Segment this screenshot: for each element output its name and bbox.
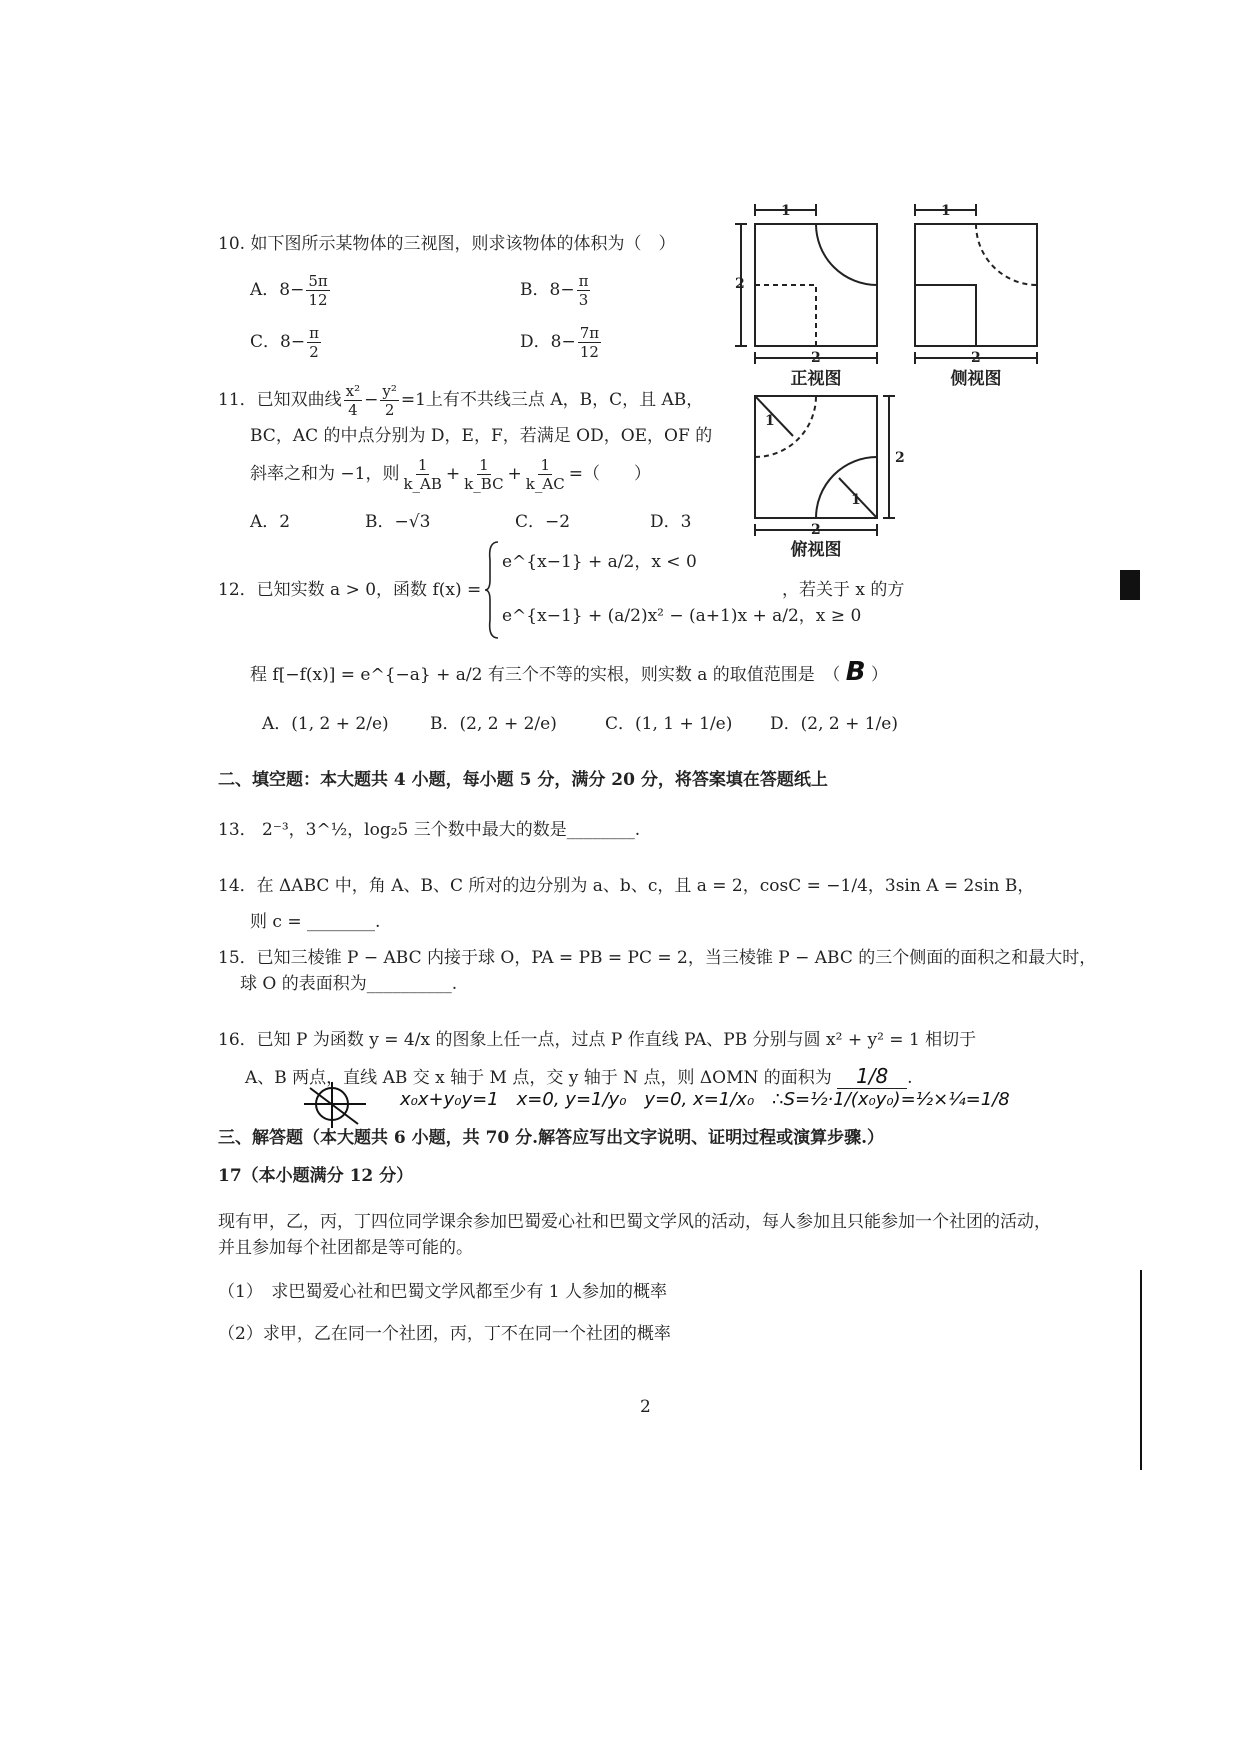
- q12-option-d: D．(2, 2 + 1/e): [770, 714, 898, 734]
- side-dim-bottom: 2: [971, 350, 981, 366]
- q12-lead: 12．已知实数 a > 0，函数 f(x) =: [218, 580, 482, 600]
- q10-option-b: B．8− $\frac{\pi}{3}$: [520, 272, 589, 309]
- q11-line2: BC，AC 的中点分别为 D，E，F，若满足 OD，OE，OF 的: [250, 426, 713, 446]
- q12-case1: e^{x−1} + a/2，x < 0: [502, 552, 697, 572]
- top-view-caption: 俯视图: [790, 540, 842, 560]
- q12-brace: [484, 540, 502, 640]
- q12-option-a: A．(1, 2 + 2/e): [262, 714, 389, 734]
- q17-title: 17（本小题满分 12 分）: [218, 1166, 414, 1186]
- page-number: 2: [640, 1397, 651, 1417]
- top-dim-bottom: 2: [811, 522, 821, 538]
- front-dim-bottom: 2: [811, 350, 821, 366]
- q10-option-d: D．8− $\frac{7\pi}{12}$: [520, 324, 600, 361]
- handwritten-circle-sketch: [300, 1080, 370, 1130]
- section-2-heading: 二、填空题：本大题共 4 小题，每小题 5 分，满分 20 分，将答案填在答题纸上: [218, 770, 828, 790]
- q12-case2: e^{x−1} + (a/2)x² − (a+1)x + a/2，x ≥ 0: [502, 606, 862, 626]
- q13: 13． 2⁻³，3^½，log₂5 三个数中最大的数是________.: [218, 820, 641, 840]
- q16-line1: 16．已知 P 为函数 y = 4/x 的图象上任一点，过点 P 作直线 PA、PB 分别与圆 x² + y² = 1 相切于: [218, 1030, 977, 1050]
- q15-line1: 15．已知三棱锥 P − ABC 内接于球 O，PA = PB = PC = 2，当三棱锥 P − ABC 的三个侧面的面积之和最大时，: [218, 948, 1097, 968]
- side-view: [915, 204, 1037, 364]
- top-dim-radius-1: 1: [765, 413, 775, 429]
- q11-option-a: A．2: [250, 512, 291, 532]
- q11-option-b: B．−√3: [365, 512, 431, 532]
- q14-line1: 14．在 ΔABC 中，角 A、B、C 所对的边分别为 a、b、c，且 a = 2，cosC = −1/4，3sin A = 2sin B，: [218, 876, 1035, 896]
- q15-line2: 球 O 的表面积为__________.: [240, 974, 458, 994]
- q11-option-c: C．−2: [515, 512, 571, 532]
- q17-part1: （1） 求巴蜀爱心社和巴蜀文学风都至少有 1 人参加的概率: [218, 1282, 667, 1302]
- q16-handwritten-answer: 1/8: [837, 1064, 907, 1089]
- q10-option-c: C．8− $\frac{\pi}{2}$: [250, 324, 319, 361]
- q12-option-b: B．(2, 2 + 2/e): [430, 714, 557, 734]
- front-view-caption: 正视图: [790, 369, 842, 389]
- side-dim-top: 1: [941, 203, 951, 219]
- q12-line2: 程 f[−f(x)] = e^{−a} + a/2 有三个不等的实根，则实数 a 的取值范围是 （ B ）: [250, 657, 888, 687]
- front-dim-top: 1: [781, 203, 791, 219]
- top-dim-right: 2: [895, 450, 905, 466]
- q12-option-c: C．(1, 1 + 1/e): [605, 714, 733, 734]
- q11-line1: 11．已知双曲线 $\frac{\text{x²}}{4}$ − $\frac{\text{y²}}{2}$ =1上有不共线三点 A，B，C，且 AB，: [218, 382, 704, 419]
- q14-line2: 则 c = ________.: [250, 912, 381, 932]
- q17-part2: （2）求甲，乙在同一个社团，丙，丁不在同一个社团的概率: [218, 1324, 671, 1344]
- q12-handwritten-answer: B: [845, 657, 866, 687]
- front-view: [735, 204, 877, 364]
- scan-edge-line: [1140, 1270, 1142, 1470]
- handwritten-notes: x₀x+y₀y=1 x=0, y=1/y₀ y=0, x=1/x₀ ∴S=½·1/(x₀y₀)=½×¼=1/8: [400, 1089, 1010, 1110]
- q16-line2: A、B 两点，直线 AB 交 x 轴于 M 点，交 y 轴于 N 点，则 ΔOMN 的面积为 1/8 .: [245, 1064, 913, 1088]
- top-dim-radius-2: 1: [851, 492, 861, 508]
- top-view: [755, 396, 895, 536]
- q12-tail: ，若关于 x 的方: [782, 580, 905, 600]
- q11-option-d: D．3: [650, 512, 692, 532]
- front-dim-left: 2: [735, 276, 745, 292]
- scan-mark: [1120, 570, 1140, 600]
- q17-body-line2: 并且参加每个社团都是等可能的。: [218, 1238, 473, 1258]
- q10-option-a: A．8− $\frac{5\pi}{12}$: [250, 272, 328, 309]
- q10-stem: 10. 如下图所示某物体的三视图，则求该物体的体积为（ ）: [218, 234, 676, 254]
- side-view-caption: 侧视图: [950, 369, 1002, 389]
- q11-line3: 斜率之和为 −1，则 $\frac{1}{k\_AB}$ + $\frac{1}{k\_BC}$ + $\frac{1}{k\_AC}$ =（ ）: [250, 456, 651, 493]
- q17-body-line1: 现有甲，乙，丙，丁四位同学课余参加巴蜀爱心社和巴蜀文学风的活动，每人参加且只能参加一个社团的活动，: [218, 1212, 1051, 1232]
- section-3-heading: 三、解答题（本大题共 6 小题，共 70 分.解答应写出文字说明、证明过程或演算步骤.）: [218, 1128, 884, 1148]
